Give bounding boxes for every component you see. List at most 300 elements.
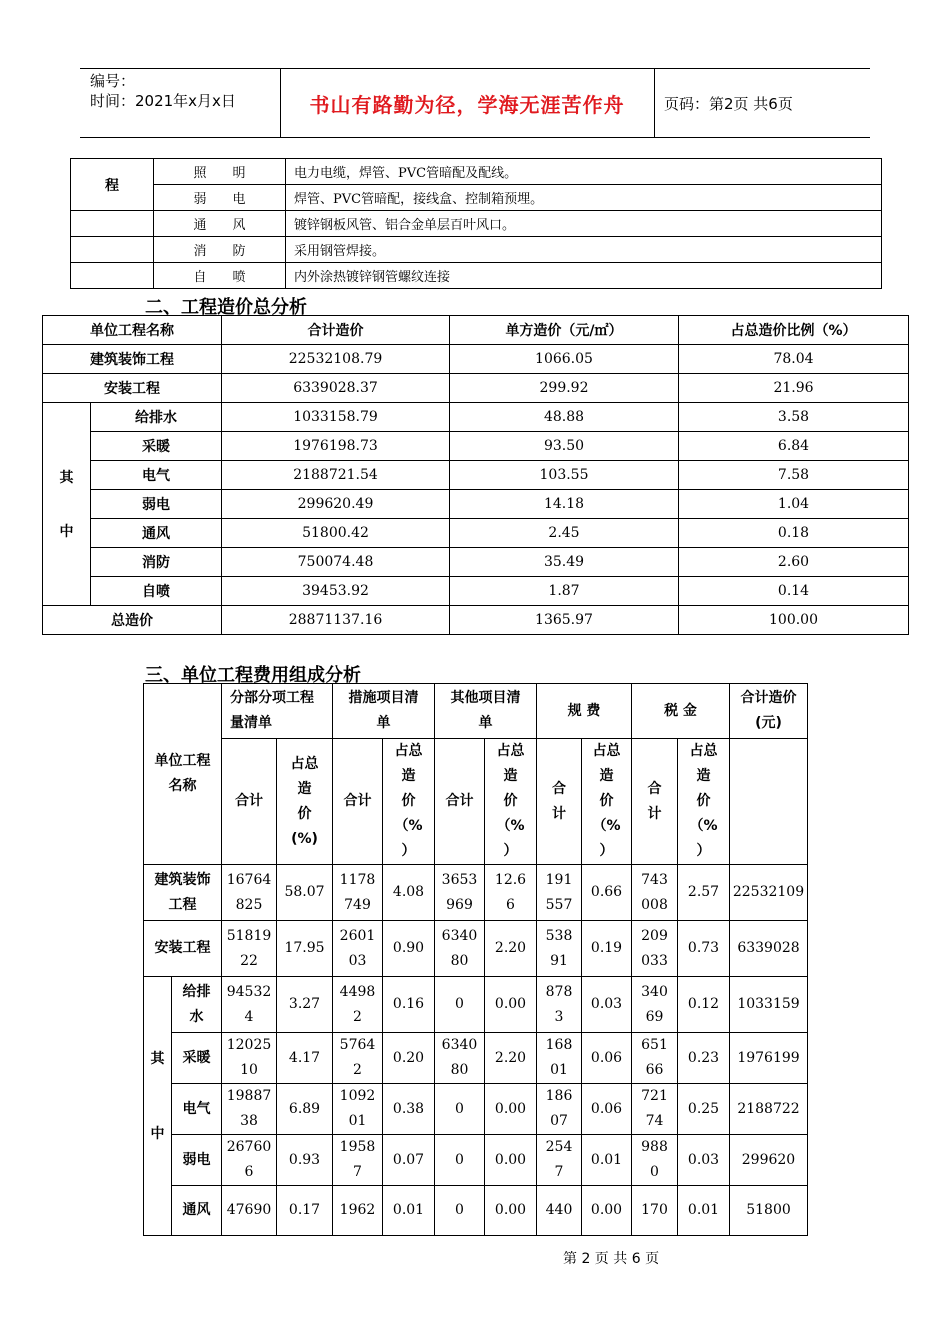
- row-name: 自喷: [91, 577, 222, 606]
- group-header-line: 单: [376, 715, 391, 731]
- cell-line: 03: [348, 952, 367, 969]
- cell-line: 749: [344, 896, 371, 913]
- total-cell: 22532108.79: [222, 345, 450, 374]
- data-cell: [678, 921, 730, 977]
- name-header-line: 名称: [168, 778, 197, 794]
- cell-line: 51800: [746, 1202, 791, 1218]
- unit-cell: 299.92: [450, 374, 679, 403]
- cell-line: 7: [554, 1164, 564, 1180]
- table-total-row: [43, 606, 909, 635]
- cell-line: 弱电: [182, 1151, 211, 1168]
- data-cell: [485, 921, 537, 977]
- unit-cell: 1.87: [450, 577, 679, 606]
- table-row: [43, 374, 909, 403]
- data-cell: [333, 1186, 383, 1236]
- data-cell: [277, 865, 333, 921]
- data-cell: [435, 1084, 485, 1135]
- table-row: [71, 159, 882, 185]
- table-row: [71, 185, 882, 211]
- cell-line: 07: [550, 1113, 568, 1129]
- cell-line: 0.01: [687, 1202, 720, 1218]
- cell-line: 0.23: [687, 1049, 720, 1066]
- cell-line: 2: [353, 1008, 362, 1025]
- cell-line: 10: [240, 1062, 258, 1078]
- group-header: [435, 684, 537, 739]
- pct-header-line: ）: [599, 843, 614, 859]
- cell-line: 538: [545, 927, 573, 944]
- name-header-line: 单位工程: [154, 753, 211, 769]
- row-name: [172, 1135, 222, 1186]
- column-header: 单位工程名称: [43, 316, 222, 345]
- row-name: 弱电: [91, 490, 222, 519]
- sub-label-1: 其: [59, 470, 74, 486]
- empty-cell: [71, 237, 154, 263]
- ratio-cell: 0.14: [679, 577, 909, 606]
- data-cell: [435, 977, 485, 1033]
- cell-line: 2.20: [494, 1049, 527, 1066]
- cell-line: 008: [641, 896, 668, 913]
- cell-line: 22: [240, 952, 258, 969]
- pct-header-line: 造: [503, 768, 518, 784]
- sum-header-line: 合: [647, 780, 662, 797]
- pct-header: [383, 739, 435, 865]
- total-cell: 1976198.73: [222, 432, 450, 461]
- data-cell: [383, 1135, 435, 1186]
- cell-line: 0.66: [590, 884, 623, 900]
- column-header: 占总造价比例（%）: [679, 316, 909, 345]
- data-cell: [632, 1186, 678, 1236]
- code-label: 编号：: [90, 72, 136, 90]
- cell-line: 2: [353, 1062, 362, 1078]
- data-cell: [537, 1033, 582, 1084]
- item-cell: 自 喷: [154, 263, 286, 289]
- data-cell: [435, 865, 485, 921]
- data-cell: [730, 1084, 808, 1135]
- data-cell: [383, 921, 435, 977]
- cell-line: 0.03: [687, 1151, 720, 1168]
- pct-header-line: ）: [696, 843, 711, 859]
- data-cell: [383, 865, 435, 921]
- ratio-cell: 7.58: [679, 461, 909, 490]
- table-row: [43, 577, 909, 606]
- group-header-line: 其他项目清: [450, 690, 521, 706]
- cell-line: 1178: [339, 871, 376, 888]
- row-name: 消防: [91, 548, 222, 577]
- data-cell: [277, 921, 333, 977]
- group-header-line: 量清单: [230, 715, 272, 731]
- cell-line: 电气: [182, 1100, 211, 1117]
- sum-header: 合计: [435, 739, 485, 865]
- cell-line: 0.00: [494, 996, 527, 1012]
- data-cell: [333, 1033, 383, 1084]
- sum-header: [632, 739, 678, 865]
- header-divider: [654, 69, 655, 137]
- table-row: [71, 263, 882, 289]
- data-cell: [582, 865, 632, 921]
- row-name: 建筑装饰工程: [43, 345, 222, 374]
- sub-label-1: 其: [150, 1051, 165, 1067]
- group-header: [222, 684, 333, 739]
- table-row: [43, 432, 909, 461]
- section-title: 三、单位工程费用组成分析: [145, 665, 361, 686]
- cell-line: 0: [455, 996, 464, 1012]
- pct-header-line: 价: [599, 793, 614, 809]
- table-row: [144, 865, 808, 921]
- total-header-line: (元): [755, 715, 782, 731]
- cell-line: 033: [641, 952, 668, 969]
- cell-line: 1033159: [737, 996, 800, 1012]
- group-header-line: 单: [478, 715, 493, 731]
- row-name: 总造价: [43, 606, 222, 635]
- row-name: 安装工程: [43, 374, 222, 403]
- cell-line: 825: [235, 896, 263, 913]
- group-header-line: 分部分项工程: [230, 690, 314, 706]
- data-cell: [333, 921, 383, 977]
- cell-line: 51819: [226, 927, 272, 944]
- unit-cell: 1365.97: [450, 606, 679, 635]
- desc-cell: 采用钢管焊接。: [286, 237, 882, 263]
- data-cell: [435, 1135, 485, 1186]
- pct-header: [277, 739, 333, 865]
- data-cell: [222, 1186, 277, 1236]
- cell-line: 6.89: [288, 1100, 321, 1117]
- row-name: 电气: [91, 461, 222, 490]
- sum-header: 合计: [222, 739, 277, 865]
- pct-header-line: 占总: [290, 755, 319, 772]
- total-header: [730, 684, 808, 739]
- sub-group-label: [144, 977, 172, 1236]
- sum-header-line: 合: [552, 780, 566, 797]
- cell-line: 16764: [226, 871, 272, 888]
- cell-line: 1092: [339, 1088, 376, 1104]
- data-cell: [582, 1033, 632, 1084]
- data-cell: [537, 1135, 582, 1186]
- data-cell: [383, 1084, 435, 1135]
- total-header-line: 合计造价: [740, 690, 797, 706]
- sum-header: 合计: [333, 739, 383, 865]
- cell-line: 0.12: [687, 996, 720, 1012]
- cell-line: 6340: [441, 927, 478, 944]
- data-cell: [222, 977, 277, 1033]
- cell-line: 0.17: [288, 1202, 321, 1218]
- cell-line: 工程: [168, 896, 197, 913]
- cell-line: 0.90: [392, 940, 425, 956]
- data-cell: [678, 1084, 730, 1135]
- data-cell: [435, 1033, 485, 1084]
- data-cell: [537, 1186, 582, 1236]
- cell-line: 80: [450, 952, 469, 969]
- cell-line: 7: [353, 1164, 362, 1180]
- empty-cell: [71, 211, 154, 237]
- data-cell: [632, 865, 678, 921]
- desc-cell: 电力电缆，焊管、PVC管暗配及配线。: [286, 159, 882, 185]
- sub-group-label: [43, 403, 91, 606]
- cell-line: 0: [650, 1164, 659, 1180]
- data-cell: [277, 977, 333, 1033]
- cell-line: 0.00: [590, 1202, 623, 1218]
- data-cell: [678, 1033, 730, 1084]
- desc-cell: 焊管、PVC管暗配，接线盒、控制箱预埋。: [286, 185, 882, 211]
- desc-cell: 镀锌钢板风管、铝合金单层百叶风口。: [286, 211, 882, 237]
- table-header-row: [144, 684, 808, 739]
- cell-line: 0.00: [494, 1100, 527, 1117]
- cell-line: 1958: [339, 1139, 376, 1155]
- table-row: [144, 1135, 808, 1186]
- data-cell: [485, 977, 537, 1033]
- cell-line: 94532: [226, 983, 272, 1000]
- total-cell: 39453.92: [222, 577, 450, 606]
- group-header: 税 金: [632, 684, 730, 739]
- ratio-cell: 2.60: [679, 548, 909, 577]
- table-row: [71, 237, 882, 263]
- cell-line: 0: [455, 1202, 464, 1218]
- unit-cell: 93.50: [450, 432, 679, 461]
- cost-composition-table: [143, 683, 808, 1236]
- group-header: 规 费: [537, 684, 632, 739]
- pct-header: [485, 739, 537, 865]
- data-cell: [678, 1186, 730, 1236]
- cell-line: 1976199: [737, 1049, 800, 1066]
- row-name: 采暖: [91, 432, 222, 461]
- side-label: 程: [71, 159, 154, 211]
- cell-line: 3653: [441, 871, 478, 888]
- cell-line: 0.06: [590, 1049, 623, 1066]
- data-cell: [485, 1135, 537, 1186]
- item-cell: 弱 电: [154, 185, 286, 211]
- cell-line: 988: [641, 1139, 668, 1155]
- cell-line: 01: [348, 1113, 367, 1129]
- cell-line: 26760: [226, 1139, 272, 1155]
- sum-header-line: 计: [647, 805, 662, 822]
- data-cell: [383, 977, 435, 1033]
- data-cell: [333, 977, 383, 1033]
- cell-line: 721: [641, 1088, 668, 1104]
- cell-line: 0.93: [288, 1151, 321, 1168]
- sum-header: [537, 739, 582, 865]
- data-cell: [277, 1186, 333, 1236]
- data-cell: [730, 1033, 808, 1084]
- cell-line: 0.00: [494, 1151, 527, 1168]
- pct-header-line: 占总: [592, 743, 621, 759]
- pct-header: [582, 739, 632, 865]
- data-cell: [485, 865, 537, 921]
- cell-line: 4498: [339, 983, 376, 1000]
- row-name: [172, 977, 222, 1033]
- data-cell: [277, 1084, 333, 1135]
- data-cell: [582, 977, 632, 1033]
- data-cell: [222, 1033, 277, 1084]
- column-header: 合计造价: [222, 316, 450, 345]
- total-cell: 299620.49: [222, 490, 450, 519]
- ratio-cell: 21.96: [679, 374, 909, 403]
- pct-header-line: （%: [689, 818, 718, 834]
- cell-line: 0.00: [494, 1202, 527, 1218]
- cell-line: 3: [554, 1008, 564, 1025]
- row-name: [172, 1084, 222, 1135]
- name-header: [144, 684, 222, 865]
- cell-line: 2.57: [687, 884, 720, 900]
- table-row: [43, 345, 909, 374]
- cell-line: 5764: [339, 1037, 376, 1053]
- cell-line: 4.17: [288, 1049, 321, 1066]
- header-right: [664, 69, 793, 137]
- pct-header-line: 价: [503, 793, 518, 809]
- table-row: [43, 403, 909, 432]
- data-cell: [582, 1084, 632, 1135]
- table-row: [144, 1033, 808, 1084]
- cell-line: 0: [455, 1151, 464, 1168]
- cell-line: 168: [545, 1037, 573, 1053]
- unit-cell: 103.55: [450, 461, 679, 490]
- cell-line: 0.20: [392, 1049, 425, 1066]
- data-cell: [537, 1084, 582, 1135]
- cell-line: 0.25: [687, 1100, 720, 1117]
- ratio-cell: 100.00: [679, 606, 909, 635]
- data-cell: [632, 1084, 678, 1135]
- unit-cell: 14.18: [450, 490, 679, 519]
- data-cell: [632, 1135, 678, 1186]
- cell-line: 0.03: [590, 996, 623, 1012]
- data-cell: [678, 977, 730, 1033]
- cell-line: 6339028: [737, 940, 800, 956]
- data-cell: [435, 1186, 485, 1236]
- pct-header-line: ）: [503, 843, 518, 859]
- data-cell: [383, 1186, 435, 1236]
- data-cell: [678, 1135, 730, 1186]
- data-cell: [537, 865, 582, 921]
- pct-header-line: 造: [696, 768, 711, 784]
- sub-label-2: 中: [150, 1126, 165, 1142]
- ratio-cell: 3.58: [679, 403, 909, 432]
- cell-line: 6340: [441, 1037, 478, 1053]
- cell-line: 0.19: [590, 940, 623, 956]
- table-header-row: [43, 316, 909, 345]
- cost-summary-table: [42, 315, 909, 635]
- table-row: [43, 548, 909, 577]
- cell-line: 47690: [226, 1202, 272, 1218]
- pct-header-line: 造: [401, 768, 416, 784]
- cell-line: 22532109: [732, 884, 805, 900]
- data-cell: [730, 865, 808, 921]
- header-center: [280, 69, 654, 137]
- sub-label-2: 中: [59, 524, 74, 540]
- pct-header-line: 价: [297, 805, 312, 822]
- data-cell: [277, 1135, 333, 1186]
- data-cell: [222, 1135, 277, 1186]
- cell-line: 3.27: [288, 996, 321, 1012]
- cell-line: 0.01: [392, 1202, 425, 1218]
- cell-line: 38: [240, 1113, 258, 1129]
- empty-cell: [71, 263, 154, 289]
- table-row: [144, 1186, 808, 1236]
- unit-cell: 35.49: [450, 548, 679, 577]
- data-cell: [485, 1186, 537, 1236]
- cell-line: 209: [641, 927, 668, 944]
- data-cell: [485, 1033, 537, 1084]
- total-cell: 6339028.37: [222, 374, 450, 403]
- row-name: 给排水: [91, 403, 222, 432]
- cell-line: 水: [189, 1008, 204, 1025]
- cell-line: 2601: [339, 927, 376, 944]
- cell-line: 采暖: [182, 1049, 211, 1066]
- cell-line: 969: [446, 896, 473, 913]
- cell-line: 299620: [741, 1151, 796, 1168]
- page-indicator: 页码：第2页 共6页: [664, 94, 793, 113]
- table-row: [144, 977, 808, 1033]
- motto: 书山有路勤为径，学海无涯苦作舟: [309, 92, 625, 117]
- cell-line: 4: [244, 1008, 254, 1025]
- pct-header-line: （%: [592, 818, 621, 834]
- cell-line: 0.38: [392, 1100, 425, 1117]
- table-row: [43, 490, 909, 519]
- data-cell: [333, 1135, 383, 1186]
- row-name: [144, 921, 222, 977]
- cell-line: 6: [244, 1164, 254, 1180]
- column-header: 单方造价（元/㎡）: [450, 316, 679, 345]
- unit-cell: 48.88: [450, 403, 679, 432]
- cell-line: 12.6: [494, 871, 527, 888]
- cell-line: 19887: [226, 1088, 272, 1104]
- data-cell: [730, 921, 808, 977]
- data-cell: [730, 1186, 808, 1236]
- cell-line: 1962: [339, 1202, 376, 1218]
- pct-header-line: 造: [599, 768, 614, 784]
- data-cell: [582, 1186, 632, 1236]
- row-name: [172, 1033, 222, 1084]
- cell-line: 2188722: [737, 1100, 800, 1117]
- item-cell: 通 风: [154, 211, 286, 237]
- pct-header-line: （%: [496, 818, 525, 834]
- ratio-cell: 1.04: [679, 490, 909, 519]
- pct-header-line: 造: [297, 780, 312, 797]
- cell-line: 743: [641, 871, 668, 888]
- cell-line: 186: [545, 1088, 573, 1104]
- cell-line: 12025: [226, 1037, 272, 1053]
- pct-header-line: 占总: [496, 743, 525, 759]
- cell-line: 340: [641, 983, 668, 1000]
- desc-cell: 内外涂热镀锌钢管螺纹连接: [286, 263, 882, 289]
- total-cell: 2188721.54: [222, 461, 450, 490]
- ratio-cell: 78.04: [679, 345, 909, 374]
- page-header: [80, 68, 870, 138]
- cell-line: 0.01: [590, 1151, 623, 1168]
- scope-table: [70, 158, 882, 289]
- data-cell: [222, 865, 277, 921]
- section-title: 二、工程造价总分析: [145, 297, 307, 318]
- cell-line: 0.06: [590, 1100, 623, 1117]
- ratio-cell: 0.18: [679, 519, 909, 548]
- cell-line: 58.07: [284, 884, 325, 900]
- cell-line: 440: [545, 1202, 573, 1218]
- cell-line: 557: [545, 896, 573, 913]
- group-header: [333, 684, 435, 739]
- table-row: [43, 461, 909, 490]
- table-row: [144, 921, 808, 977]
- data-cell: [222, 921, 277, 977]
- table-row: [71, 211, 882, 237]
- row-name: [144, 865, 222, 921]
- pct-header-line: 占总: [689, 743, 718, 759]
- empty-cell: [730, 739, 808, 865]
- pct-header-line: 价: [696, 793, 711, 809]
- item-cell: 消 防: [154, 237, 286, 263]
- cell-line: 878: [545, 983, 573, 1000]
- cell-line: 91: [550, 952, 568, 969]
- cell-line: 6: [506, 896, 515, 913]
- total-cell: 1033158.79: [222, 403, 450, 432]
- data-cell: [485, 1084, 537, 1135]
- cell-line: 4.08: [392, 884, 425, 900]
